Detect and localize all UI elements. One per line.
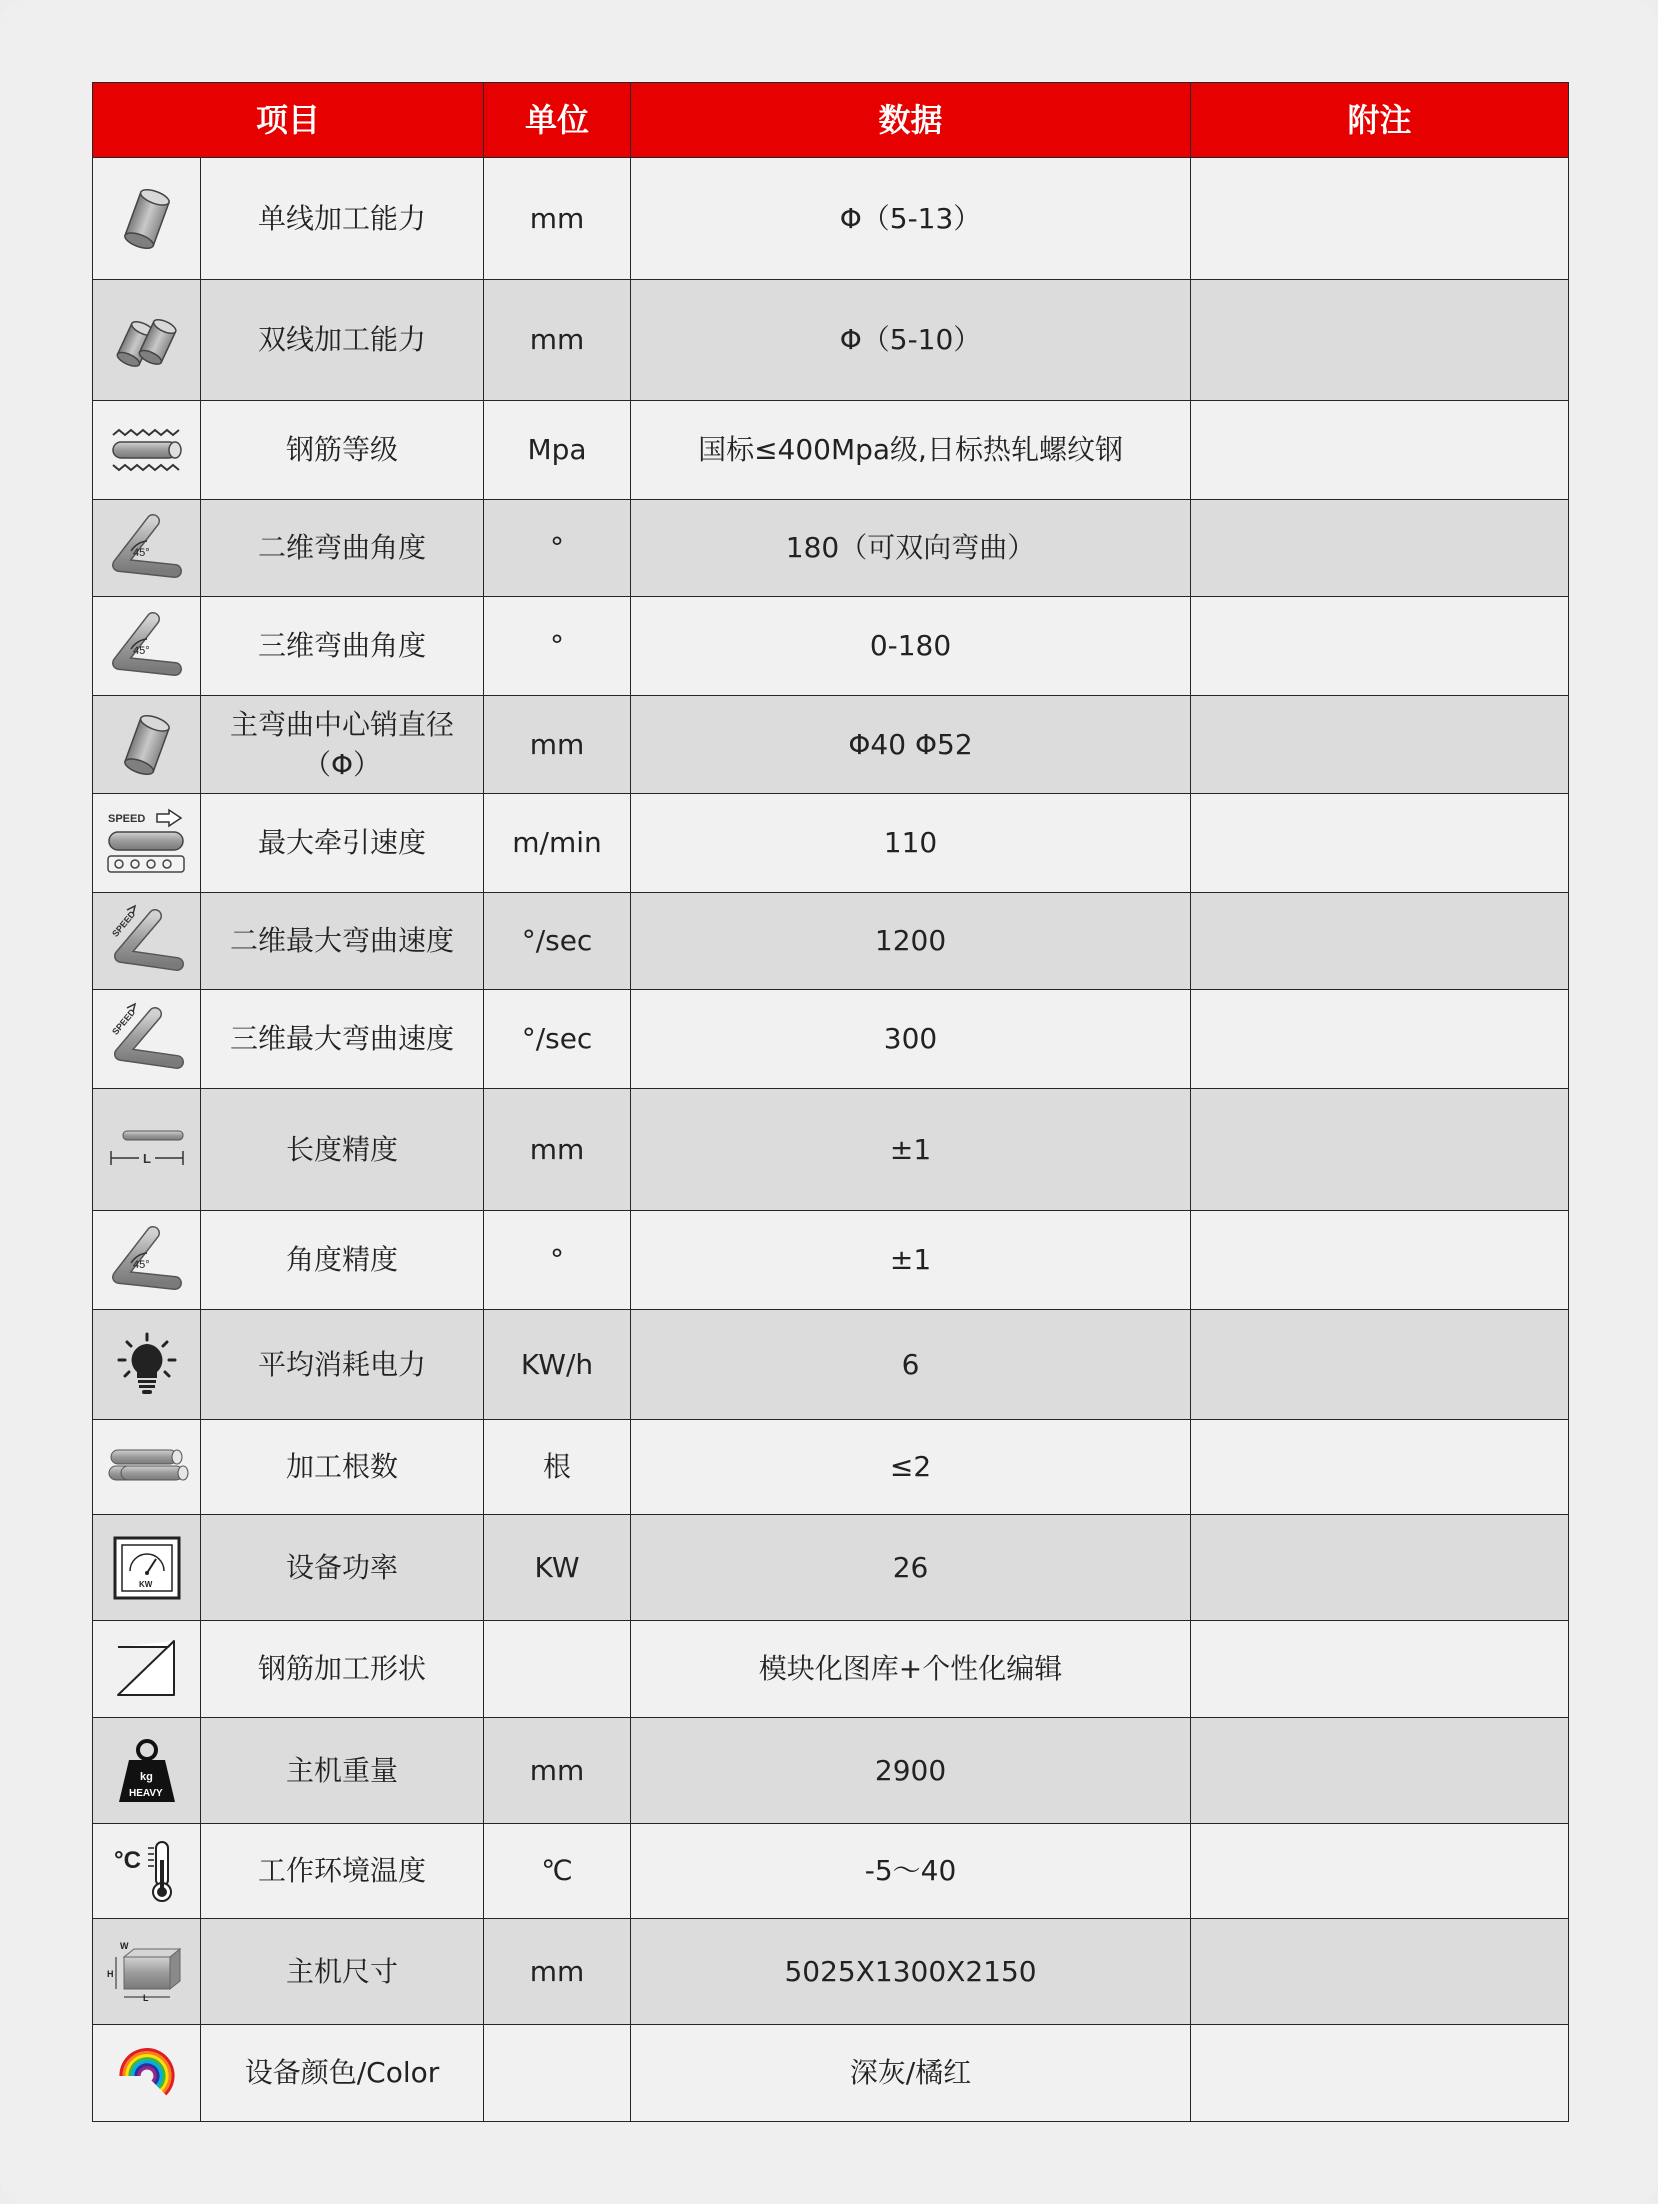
row-note <box>1191 280 1569 401</box>
row-item-name: 主机重量 <box>201 1718 484 1824</box>
row-value: 26 <box>631 1515 1191 1621</box>
conveyor-speed-icon <box>93 794 201 893</box>
svg-text:kg: kg <box>139 1770 153 1783</box>
row-value: -5～40 <box>631 1824 1191 1919</box>
row-unit: °/sec <box>484 990 631 1089</box>
row-value: Φ40 Φ52 <box>631 696 1191 794</box>
row-value: ≤2 <box>631 1420 1191 1515</box>
header-data: 数据 <box>631 83 1191 158</box>
svg-text:45°: 45° <box>132 645 150 657</box>
bend-angle-icon <box>93 500 201 597</box>
row-value: 0-180 <box>631 597 1191 696</box>
row-unit: ° <box>484 500 631 597</box>
row-unit: mm <box>484 280 631 401</box>
row-note <box>1191 1919 1569 2025</box>
bend-angle-icon <box>93 597 201 696</box>
row-note <box>1191 2025 1569 2122</box>
row-item-name: 双线加工能力 <box>201 280 484 401</box>
svg-text:L: L <box>142 1992 148 2003</box>
svg-text:SPEED: SPEED <box>109 1007 137 1037</box>
svg-text:45°: 45° <box>132 1259 150 1271</box>
table-row <box>93 1824 1569 1919</box>
table-row <box>93 794 1569 893</box>
length-icon <box>93 1089 201 1211</box>
double-cylinder-icon <box>93 280 201 401</box>
row-value: 国标≤400Mpa级,日标热轧螺纹钢 <box>631 401 1191 500</box>
row-item-name: 工作环境温度 <box>201 1824 484 1919</box>
dimensions-icon <box>93 1919 201 2025</box>
row-note <box>1191 1621 1569 1718</box>
table-row <box>93 990 1569 1089</box>
table-row <box>93 1211 1569 1310</box>
row-note <box>1191 1515 1569 1621</box>
row-item-name: 三维弯曲角度 <box>201 597 484 696</box>
svg-text:W: W <box>119 1940 128 1951</box>
row-value: 深灰/橘红 <box>631 2025 1191 2122</box>
table-row <box>93 893 1569 990</box>
row-unit: mm <box>484 158 631 280</box>
shape-icon <box>93 1621 201 1718</box>
svg-text:45°: 45° <box>132 547 150 559</box>
row-unit <box>484 2025 631 2122</box>
table-row <box>93 2025 1569 2122</box>
row-note <box>1191 893 1569 990</box>
row-value: 1200 <box>631 893 1191 990</box>
row-value: 5025X1300X2150 <box>631 1919 1191 2025</box>
row-note <box>1191 1211 1569 1310</box>
svg-text:L: L <box>142 1150 151 1166</box>
row-note <box>1191 1718 1569 1824</box>
row-value: Φ（5-10） <box>631 280 1191 401</box>
row-note <box>1191 1089 1569 1211</box>
header-item: 项目 <box>93 83 484 158</box>
row-unit: KW/h <box>484 1310 631 1420</box>
row-note <box>1191 1420 1569 1515</box>
row-item-name: 主机尺寸 <box>201 1919 484 2025</box>
svg-text:SPEED: SPEED <box>109 909 137 939</box>
header-note: 附注 <box>1191 83 1569 158</box>
table-header-row <box>93 83 1569 158</box>
svg-text:H: H <box>106 1968 113 1979</box>
row-note <box>1191 1310 1569 1420</box>
row-item-name: 角度精度 <box>201 1211 484 1310</box>
weight-icon <box>93 1718 201 1824</box>
table-row <box>93 500 1569 597</box>
row-unit: °/sec <box>484 893 631 990</box>
table-row <box>93 1919 1569 2025</box>
row-item-name: 钢筋等级 <box>201 401 484 500</box>
table-row <box>93 280 1569 401</box>
cylinder-icon <box>93 696 201 794</box>
row-unit: mm <box>484 696 631 794</box>
row-item-name: 设备颜色/Color <box>201 2025 484 2122</box>
row-item-name: 加工根数 <box>201 1420 484 1515</box>
row-value: 180（可双向弯曲） <box>631 500 1191 597</box>
row-unit: mm <box>484 1919 631 2025</box>
row-unit: mm <box>484 1089 631 1211</box>
header-unit: 单位 <box>484 83 631 158</box>
svg-text:°C: °C <box>113 1847 141 1874</box>
bend-speed-icon <box>93 990 201 1089</box>
row-note <box>1191 1824 1569 1919</box>
row-item-name: 长度精度 <box>201 1089 484 1211</box>
row-note <box>1191 500 1569 597</box>
row-value: Φ（5-13） <box>631 158 1191 280</box>
row-note <box>1191 401 1569 500</box>
row-item-name: 设备功率 <box>201 1515 484 1621</box>
table-row <box>93 1420 1569 1515</box>
thermometer-icon <box>93 1824 201 1919</box>
row-note <box>1191 696 1569 794</box>
row-note <box>1191 794 1569 893</box>
table-row <box>93 1310 1569 1420</box>
row-note <box>1191 597 1569 696</box>
table-row <box>93 1089 1569 1211</box>
table-row <box>93 1621 1569 1718</box>
bars-bundle-icon <box>93 1420 201 1515</box>
cylinder-icon <box>93 158 201 280</box>
row-item-name: 二维最大弯曲速度 <box>201 893 484 990</box>
row-unit: mm <box>484 1718 631 1824</box>
row-item-name: 最大牵引速度 <box>201 794 484 893</box>
row-item-name: 三维最大弯曲速度 <box>201 990 484 1089</box>
row-item-name: 主弯曲中心销直径（Φ） <box>201 696 484 794</box>
row-value: ±1 <box>631 1211 1191 1310</box>
spec-table <box>92 82 1569 2122</box>
row-unit: 根 <box>484 1420 631 1515</box>
table-row <box>93 597 1569 696</box>
row-unit <box>484 1621 631 1718</box>
svg-text:SPEED: SPEED <box>107 813 145 825</box>
row-unit: ° <box>484 597 631 696</box>
table-row <box>93 401 1569 500</box>
row-value: 300 <box>631 990 1191 1089</box>
row-unit: ℃ <box>484 1824 631 1919</box>
row-item-name: 平均消耗电力 <box>201 1310 484 1420</box>
row-value: 6 <box>631 1310 1191 1420</box>
row-item-name: 二维弯曲角度 <box>201 500 484 597</box>
power-meter-icon <box>93 1515 201 1621</box>
table-row <box>93 1515 1569 1621</box>
row-unit: Mpa <box>484 401 631 500</box>
row-value: 110 <box>631 794 1191 893</box>
table-row <box>93 696 1569 794</box>
row-value: 2900 <box>631 1718 1191 1824</box>
svg-text:HEAVY: HEAVY <box>128 1787 163 1799</box>
lightbulb-icon <box>93 1310 201 1420</box>
svg-text:KW: KW <box>138 1579 152 1589</box>
table-row <box>93 1718 1569 1824</box>
row-note <box>1191 158 1569 280</box>
color-wheel-icon <box>93 2025 201 2122</box>
row-unit: ° <box>484 1211 631 1310</box>
rebar-icon <box>93 401 201 500</box>
row-item-name: 单线加工能力 <box>201 158 484 280</box>
bend-speed-icon <box>93 893 201 990</box>
row-unit: KW <box>484 1515 631 1621</box>
row-value: 模块化图库+个性化编辑 <box>631 1621 1191 1718</box>
row-item-name: 钢筋加工形状 <box>201 1621 484 1718</box>
row-unit: m/min <box>484 794 631 893</box>
row-note <box>1191 990 1569 1089</box>
row-value: ±1 <box>631 1089 1191 1211</box>
bend-angle-icon <box>93 1211 201 1310</box>
spec-table-body <box>93 158 1569 2122</box>
table-row <box>93 158 1569 280</box>
